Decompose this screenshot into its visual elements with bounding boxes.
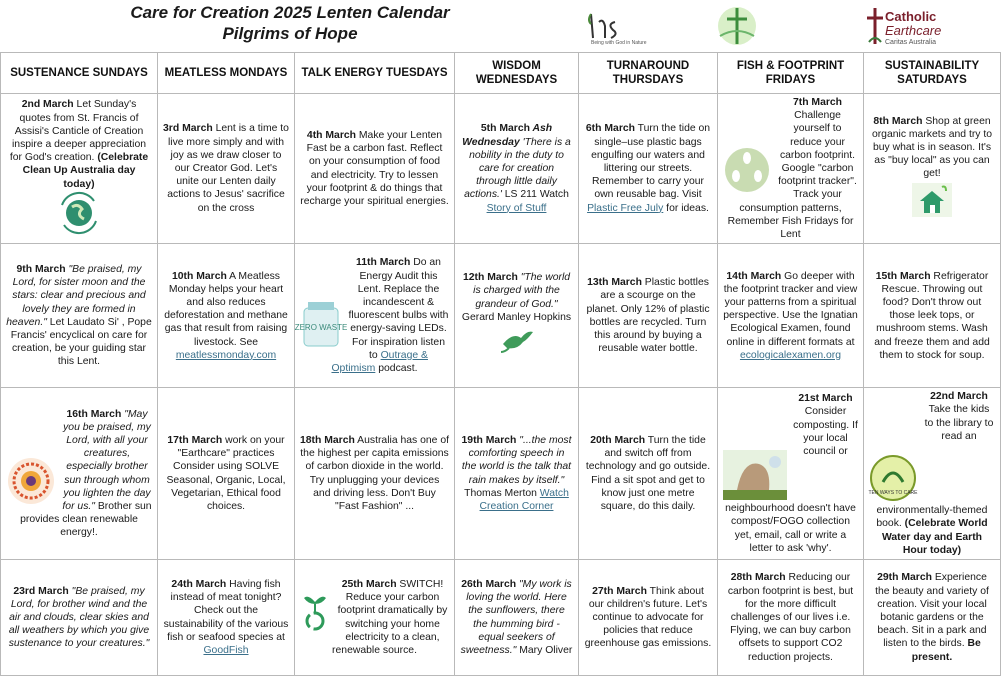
date-label: 12th March xyxy=(462,272,518,284)
cell-quote: "Be praised, my Lord, for sister moon and the stars: clear and precious and lovely they are formed in heaven." xyxy=(6,263,146,328)
cell-15th-march xyxy=(864,244,1001,388)
cell-quote: "May you be praised, my Lord, with all your creatures, especially brother sun through whom you lighten the day for us." xyxy=(62,408,151,513)
cell-text: Gerard Manley Hopkins xyxy=(461,311,572,323)
cell-text: Refrigerator Rescue. Throwing out food? Don't throw out those leek tops, or mushroom stems. Wash and freeze them and add them to stock for soup. xyxy=(874,270,990,361)
header-talk-energy-tuesdays: TALK ENERGY TUESDAYS xyxy=(295,53,455,94)
date-label: 27th March xyxy=(592,585,647,597)
plastic-free-july-link[interactable]: Plastic Free July xyxy=(587,202,664,214)
cell-text-end: for ideas. xyxy=(663,202,709,214)
cell-14th-march xyxy=(718,244,864,388)
ten-ways-text: TEN WAYS TO CARE xyxy=(868,490,918,497)
cell-2nd-march xyxy=(1,94,158,244)
date-label: 7th March xyxy=(792,97,843,108)
cell-text: Turn the tide on single–use plastic bags engulfing our waters and littering our streets. Remember to carry your own reusable bag. Visit xyxy=(591,123,711,201)
catholic-earthcare-logo xyxy=(863,6,995,50)
cell-text: SWITCH! Reduce your carbon footprint dramatically by switching your home electricity to a clean, renewable source. xyxy=(332,578,448,656)
cell-text: Brother sun provides clean renewable energy!. xyxy=(20,501,152,539)
goodfish-link[interactable]: GoodFish xyxy=(203,644,249,656)
compost-foot-image xyxy=(723,450,787,500)
date-label: 22nd March xyxy=(930,391,988,403)
cell-quote: 'There is a nobility in the duty to care for creation through little daily actions.' xyxy=(464,136,571,201)
date-label: 17th March xyxy=(167,435,223,447)
plant-energy-icon xyxy=(300,592,330,632)
cell-18th-march xyxy=(295,388,455,560)
cell-text: Shop at green organic markets and try to buy what is in season. It's as "buy local" as you can get! xyxy=(871,115,993,180)
header-sustenance-sundays: SUSTENANCE SUNDAYS xyxy=(1,53,158,94)
cell-20th-march xyxy=(579,388,718,560)
meatlessmonday-link[interactable]: meatlessmonday.com xyxy=(175,349,277,361)
watch-creation-corner-link[interactable]: Watch Creation Corner xyxy=(479,487,569,513)
date-label: 19th March xyxy=(461,435,517,447)
cell-text: Let Sunday's quotes from St. Francis of Assisi's Canticle of Creation inspire a deeper appreciation for God's creation. xyxy=(9,99,146,164)
date-label: 8th March xyxy=(873,115,923,127)
cell-text: Having fish instead of meat tonight? Check out the sustainability of the various fish or seafood species at xyxy=(163,578,289,643)
cross-icon xyxy=(863,6,887,46)
cell-text: Mary Oliver xyxy=(516,644,573,656)
cell-19th-march xyxy=(455,388,579,560)
green-cross-logo xyxy=(712,4,762,48)
cell-text: Lent is a time to live more simply and with joy as we draw closer to our Creator God. Let's unite our Lenten daily actions to Jesus' sacrifice on the cross xyxy=(167,123,289,214)
date-label: 18th March xyxy=(300,435,355,447)
cell-quote: "...the most comforting speech in the world is the talk that rain makes by itself." xyxy=(461,435,572,486)
cell-3rd-march xyxy=(158,94,295,244)
cell-6th-march xyxy=(579,94,718,244)
story-of-stuff-link[interactable]: Story of Stuff xyxy=(486,202,547,214)
cell-quote: "My work is loving the world. Here the sunflowers, there the humming bird - equal seekers of sweetness." xyxy=(460,578,572,656)
cell-24th-march xyxy=(158,560,295,676)
header-fish-footprint-fridays: FISH & FOOTPRINT FRIDAYS xyxy=(718,53,864,94)
date-label: 2nd March xyxy=(21,99,74,111)
date-label: 20th March xyxy=(590,435,646,447)
dove-icon xyxy=(499,326,535,354)
logo-text-caritas: Caritas Australia xyxy=(885,39,936,46)
cell-22nd-march xyxy=(864,388,1001,560)
cell-text-end: podcast. xyxy=(375,362,418,374)
cell-text: Experience the beauty and variety of creation. Visit your local botanic gardens or the beach. Sit in a park and listen to the birds. xyxy=(875,572,989,650)
cell-text: Consider composting. If your local council or neighbourhood doesn't have compost/FOGO collection yet, email, call or write a letter to ask 'why'. xyxy=(725,406,858,554)
header-turnaround-thursdays: TURNAROUND THURSDAYS xyxy=(579,53,718,94)
cell-23rd-march xyxy=(1,560,158,676)
logo-text-catholic: Catholic xyxy=(885,9,937,24)
cell-text: Challenge yourself to reduce your carbon footprint. Google "carbon footprint tracker". Track your consumption patterns, Remember Fish Fridays for Lent xyxy=(727,110,857,241)
globe-recycle-icon xyxy=(56,193,102,233)
cell-text: Go deeper with the footprint tracker and view your patterns from a spiritual perspective. Use the Ignatian Ecological Examen, found online in different formats at xyxy=(723,270,858,348)
date-label: 11th March xyxy=(356,257,411,269)
header-meatless-mondays: MEATLESS MONDAYS xyxy=(158,53,295,94)
cell-text: Reducing our carbon footprint is best, but for the more difficult challenges of our lives i.e. Flying, we can buy carbon offsets to support CO2 reduction projects. xyxy=(727,572,854,663)
date-label: 21st March xyxy=(798,393,853,405)
ten-ways-to-care-badge xyxy=(869,454,917,502)
date-label: 26th March xyxy=(461,578,517,590)
cell-text: Do an Energy Audit this Lent. Replace the incandescent & fluorescent bulbs with energy-saving LEDs. For inspiration listen to xyxy=(348,257,449,361)
date-label: 10th March xyxy=(172,270,227,282)
cell-27th-march xyxy=(579,560,718,676)
cross-wave-icon xyxy=(712,4,762,48)
cell-17th-march xyxy=(158,388,295,560)
cell-11th-march xyxy=(295,244,455,388)
calendar-subtitle: Pilgrims of Hope xyxy=(222,24,358,43)
ecologicalexamen-link[interactable]: ecologicalexamen.org xyxy=(739,349,842,361)
cell-16th-march xyxy=(1,388,158,560)
cell-highlight: Be present. xyxy=(911,638,981,663)
date-label: 14th March xyxy=(726,270,782,282)
header-wisdom-wednesdays: WISDOM WEDNESDAYS xyxy=(455,53,579,94)
cell-12th-march xyxy=(455,244,579,388)
cell-25th-march xyxy=(295,560,455,676)
cell-text: Plastic bottles are a scourge on the planet. Only 12% of plastic bottles are recycled. Turn this around by buying a reusable water bottle. xyxy=(586,277,710,355)
cell-26th-march xyxy=(455,560,579,676)
footprints-recycle-icon xyxy=(723,146,771,194)
calendar-title: Care for Creation 2025 Lenten Calendar xyxy=(130,3,450,22)
cell-quote: "Be praised, my Lord, for brother wind and the air and clouds, clear skies and all weathers by which you give sustenance to your creatures." xyxy=(8,585,150,650)
date-label: 29th March xyxy=(877,572,932,584)
ins-logo xyxy=(585,12,665,52)
date-label: 9th March xyxy=(16,263,66,275)
date-label: 23rd March xyxy=(13,585,69,597)
sun-artwork-icon xyxy=(6,456,56,506)
cell-10th-march xyxy=(158,244,295,388)
date-label: 6th March xyxy=(585,123,635,135)
ins-logo-mark xyxy=(585,12,645,42)
date-label: 13th March xyxy=(587,277,642,289)
date-label: 16th March xyxy=(66,408,122,420)
cell-text: Let Laudato Si' , Pope Francis' encyclical on care for creation, be your guiding star this Lent. xyxy=(10,316,152,368)
date-label: 3rd March xyxy=(163,123,213,135)
cell-9th-march xyxy=(1,244,158,388)
cell-5th-march xyxy=(455,94,579,244)
date-label: 5th March xyxy=(480,123,530,135)
cell-text: A Meatless Monday helps your heart and also reduces deforestation and methane gas that result from raising livestock. See xyxy=(164,270,288,348)
cell-text: Australia has one of the highest per capita emissions of carbon dioxide in the world. Try unplugging your devices and driving less. Don't Buy "Fast Fashion" ... xyxy=(300,435,450,513)
header-sustainability-saturdays: SUSTAINABILITY SATURDAYS xyxy=(864,53,1001,94)
cell-text: Take the kids to the library to read an environmentally-themed book. xyxy=(876,404,994,530)
outrage-optimism-link[interactable]: Outrage & Optimism xyxy=(331,349,428,374)
cell-7th-march xyxy=(718,94,864,244)
zero-waste-jar-image xyxy=(294,300,348,348)
cell-quote: "The world is charged with the grandeur of God." xyxy=(473,272,571,310)
lenten-calendar-grid xyxy=(0,52,1001,676)
cell-8th-march xyxy=(864,94,1001,244)
date-label: 28th March xyxy=(730,572,786,584)
cell-highlight: (Celebrate World Water day and Earth Hour today) xyxy=(881,518,988,556)
cell-21st-march xyxy=(718,388,864,560)
green-house-icon xyxy=(912,183,952,217)
cell-text: Make your Lenten Fast be a carbon fast. Reflect on your consumption of food and electricity. Try to lessen your footprint & do things that recharge your spiritual energies. xyxy=(300,130,449,208)
cell-text: Think about our children's future. Let's continue to advocate for policies that reduce greenhouse gas emissions. xyxy=(584,585,712,650)
cell-text: work on your "Earthcare" practices Consider using SOLVE Seasonal, Organic, Local, Vegetarian, Ethical food choices. xyxy=(166,435,286,513)
ins-logo-caption: Being with God in Nature xyxy=(591,40,647,46)
cell-text: LS 211 Watch xyxy=(501,189,569,201)
cell-13th-march xyxy=(579,244,718,388)
date-label: 24th March xyxy=(171,578,227,590)
cell-highlight: (Celebrate Clean Up Australia day today) xyxy=(22,152,149,190)
zero-waste-text: ZERO WASTE xyxy=(294,323,348,333)
date-label: 15th March xyxy=(875,270,931,282)
date-label: 25th March xyxy=(341,578,397,590)
cell-29th-march xyxy=(864,560,1001,676)
logo-text-earthcare: Earthcare xyxy=(885,23,942,38)
cell-text: Thomas Merton xyxy=(464,487,540,499)
cell-text: Turn the tide and switch off from technology and go outside. Find a sit spot and get to know just one metre square, do this daily. xyxy=(585,435,711,513)
cell-4th-march xyxy=(295,94,455,244)
date-label: 4th March xyxy=(306,130,356,141)
cell-quote-title: Ash Wednesday xyxy=(462,123,553,148)
cell-28th-march xyxy=(718,560,864,676)
